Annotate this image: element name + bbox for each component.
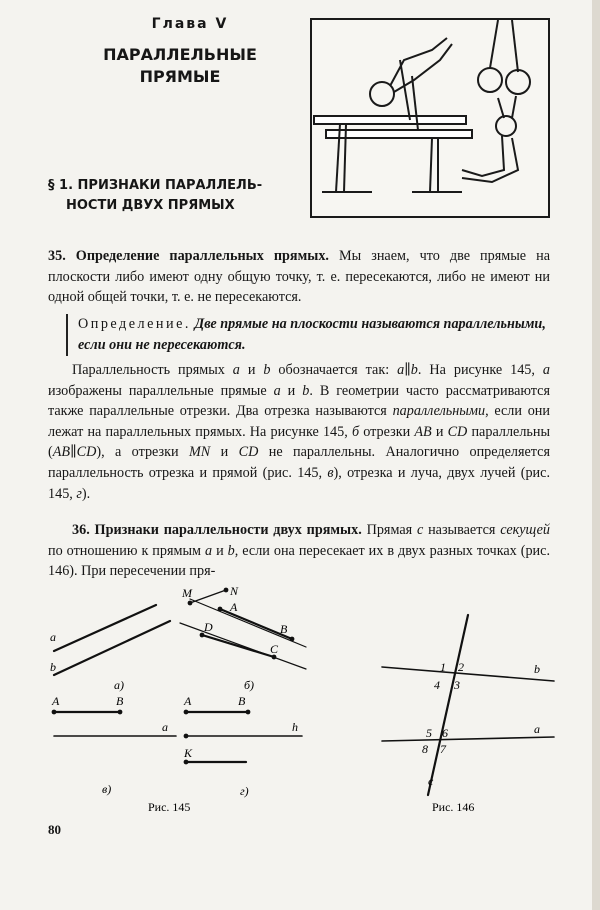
text-run: , если они лежат на параллельных прямых. На рисунке 145,	[48, 403, 550, 440]
paragraph-number: 36.	[72, 522, 90, 538]
angle-6: 6	[442, 726, 448, 740]
definition-block	[78, 314, 550, 355]
chapter-label: Глава V	[151, 16, 229, 32]
angle-2: 2	[458, 660, 464, 674]
figure-ref: в	[327, 464, 334, 481]
line-a-146	[382, 737, 554, 741]
text-run: ).	[81, 485, 91, 502]
figure-ref: а	[542, 362, 550, 378]
label-b-146: b	[534, 662, 540, 676]
label-b-v: B	[116, 694, 124, 708]
text-run: параллельны (	[48, 423, 551, 461]
var-a: a	[232, 362, 240, 378]
segment-ab: AB	[414, 423, 432, 440]
paragraph-number: 35.	[48, 248, 66, 264]
text-run: . На рисунке 145,	[417, 362, 543, 378]
segment-cd: CD	[447, 423, 468, 440]
definition-text: Две прямые на плоскости называются параллельными, если они не пересекаются.	[78, 316, 546, 353]
label-a-g: A	[184, 694, 192, 708]
segment-mn: MN	[188, 444, 211, 461]
parallel-notation: a∥b	[397, 362, 418, 378]
text-run: и	[212, 542, 228, 559]
line-a	[54, 605, 156, 651]
var-a: a	[273, 382, 281, 399]
text-run: и	[280, 382, 303, 399]
label-a-v: A	[52, 694, 60, 708]
label-c-point: C	[270, 642, 279, 656]
page-number: 80	[48, 822, 61, 837]
text-run: по отношению к прямым	[48, 542, 205, 559]
label-n: N	[230, 585, 239, 598]
label-d-point: D	[204, 620, 213, 634]
text-run: и	[431, 423, 448, 440]
chapter-title	[70, 44, 290, 88]
term-secant: секущей	[500, 522, 550, 538]
label-b-point: B	[280, 622, 288, 636]
chapter-title-line: ПАРАЛЛЕЛЬНЫЕ	[103, 45, 257, 64]
paragraph-35	[48, 246, 550, 308]
angle-7: 7	[440, 742, 446, 756]
parallel-notation: AB∥CD	[52, 444, 97, 461]
angle-3: 3	[454, 678, 460, 692]
text-run: обозначается так:	[270, 362, 398, 378]
paragraph-36	[48, 520, 550, 582]
label-b-g: B	[238, 694, 246, 708]
angle-8: 8	[422, 742, 428, 756]
label-a: a	[50, 630, 56, 644]
section-heading	[48, 176, 308, 216]
label-a-146: a	[534, 722, 540, 736]
text-run: называется	[423, 522, 501, 538]
definition-label: Определение.	[78, 316, 191, 332]
label-m: M	[182, 586, 192, 600]
gymnastics-drawing	[312, 20, 548, 216]
paragraph-parallel-notation	[48, 360, 550, 504]
gymnastics-illustration	[310, 18, 550, 218]
page-edge	[592, 0, 600, 910]
var-b: b	[302, 382, 310, 399]
var-a: a	[205, 542, 213, 559]
sublabel-a: а)	[114, 678, 124, 692]
line-b	[54, 621, 170, 675]
caption-fig145: Рис. 145	[148, 800, 191, 814]
text-run: Параллельность прямых	[72, 362, 233, 378]
text-run: , если она пересекает их в двух разных точках (рис. 146). При пересечении пря-	[48, 542, 550, 580]
paragraph-heading: Признаки параллельности двух прямых.	[94, 522, 362, 538]
var-c: c	[416, 522, 424, 538]
caption-fig146: Рис. 146	[432, 800, 475, 814]
text-run: Прямая	[361, 522, 417, 538]
label-b: b	[50, 660, 56, 674]
text-run: . В геометрии часто рассматриваются также параллельные отрезки. Два отрезка называются	[48, 382, 550, 420]
angle-1: 1	[440, 660, 446, 674]
line-b-146	[382, 667, 554, 681]
var-b: b	[263, 362, 271, 378]
label-h: h	[292, 720, 298, 734]
section-heading-line: НОСТИ ДВУХ ПРЯМЫХ	[66, 198, 235, 213]
text-run: изображены параллельные прямые	[48, 382, 274, 399]
figures-diagram	[30, 585, 570, 825]
angle-5: 5	[426, 726, 432, 740]
sublabel-g: г)	[240, 784, 249, 798]
label-k: K	[184, 746, 193, 760]
text-run: и	[210, 444, 239, 461]
angle-4: 4	[434, 678, 440, 692]
text-run: ), а отрезки	[96, 444, 189, 461]
var-b: b	[227, 542, 235, 559]
label-c-146: c	[428, 774, 434, 788]
term-parallel: параллельными	[392, 403, 486, 420]
secant-c	[428, 615, 468, 795]
section-heading-line: § 1. ПРИЗНАКИ ПАРАЛЛЕЛЬ-	[48, 178, 263, 193]
figure-ref: б	[351, 423, 360, 440]
text-run: отрезки	[359, 423, 415, 440]
sublabel-v: в)	[102, 782, 112, 796]
label-line-a-v: a	[162, 720, 168, 734]
label-a-point: A	[230, 600, 238, 614]
sublabel-b: б)	[244, 678, 255, 692]
segment-cd: CD	[238, 444, 259, 461]
paragraph-heading: Определение параллельных прямых.	[75, 248, 329, 264]
definition-marker	[66, 314, 68, 356]
text-run: не параллельны. Аналогично определяется параллельность отрезка и прямой (рис. 145,	[48, 444, 550, 481]
text-run: и	[239, 362, 264, 378]
paragraph-text: Мы знаем, что две прямые на плоскости либо имеют одну общую точку, т. е. пересекаются, либо не имеют ни одной общей точки, т. е. не пересекаются.	[48, 248, 550, 306]
figure-ref: г	[76, 485, 82, 502]
text-run: ), отрезка и луча, двух лучей (рис. 145,	[48, 464, 550, 502]
chapter-title-line: ПРЯМЫЕ	[139, 67, 221, 86]
